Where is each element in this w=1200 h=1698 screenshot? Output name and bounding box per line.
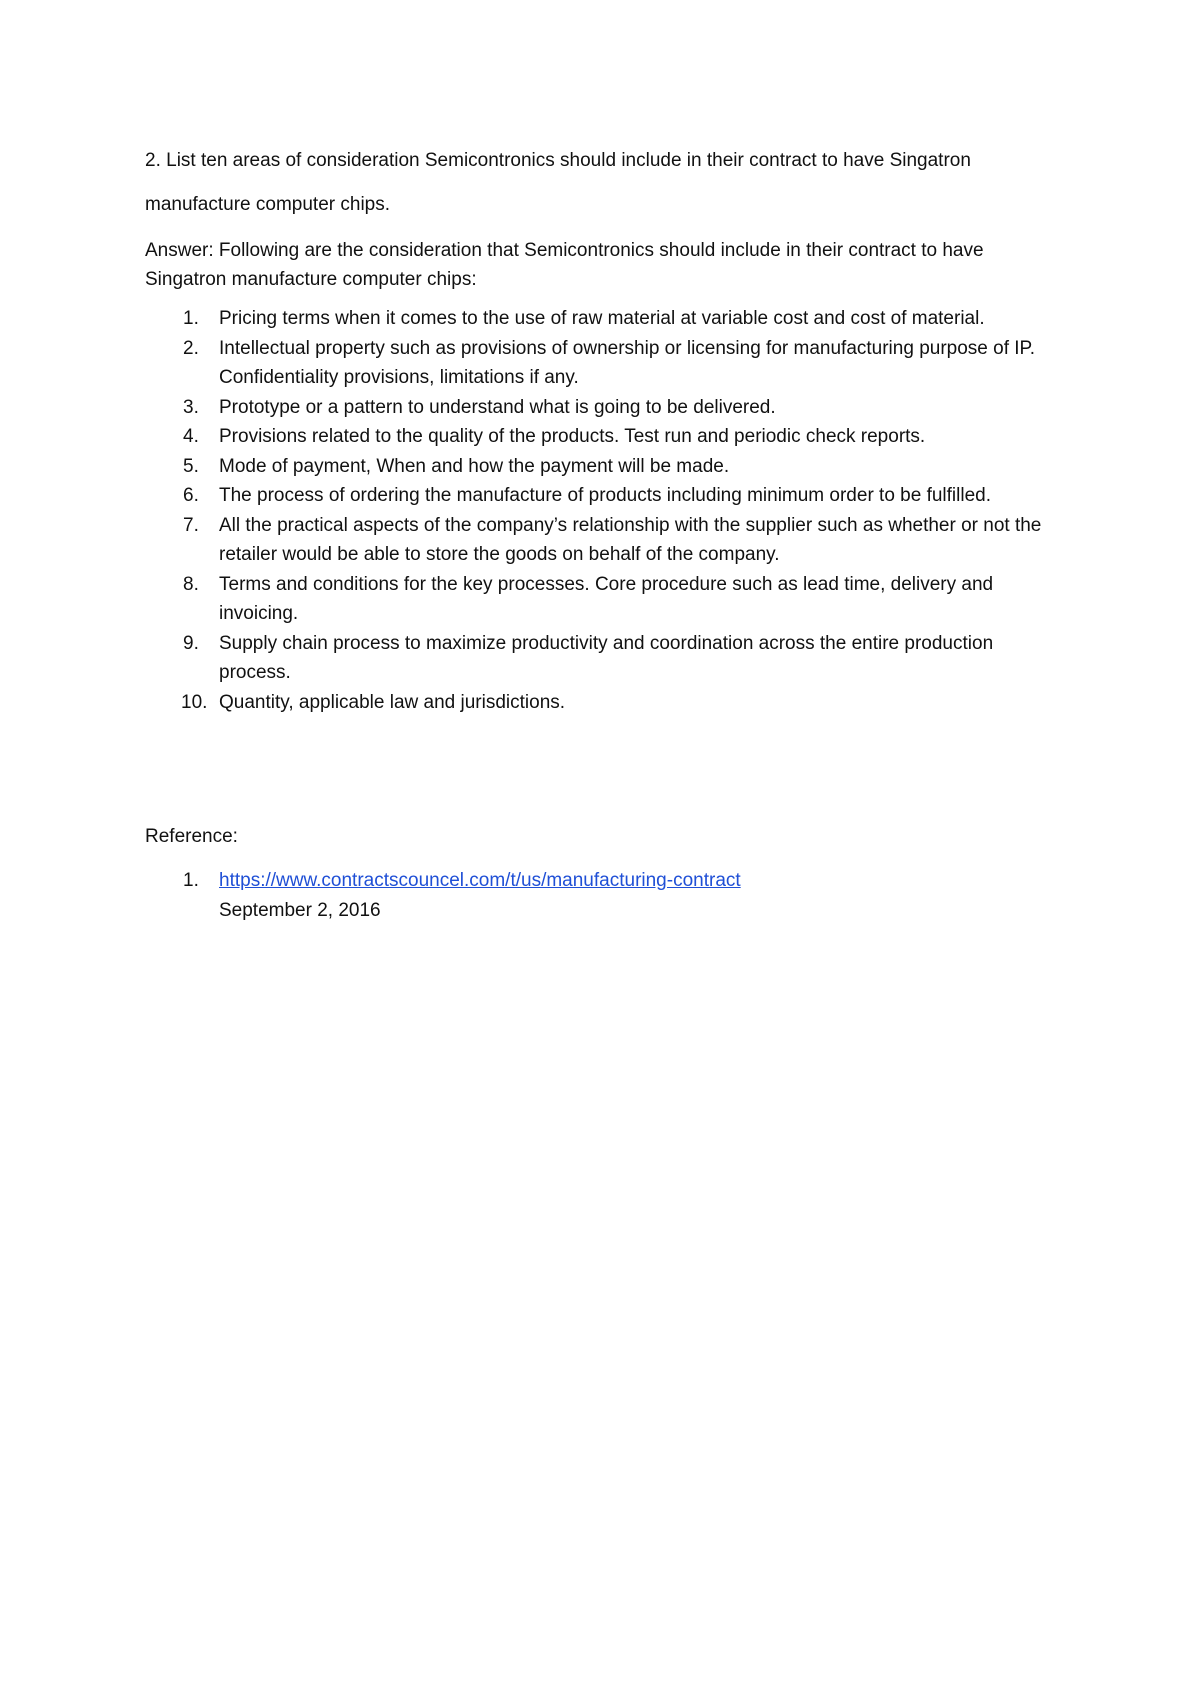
- list-item: [145, 304, 1065, 334]
- list-item-number: 3.: [183, 396, 199, 418]
- list-item: [145, 422, 1065, 452]
- list-item: [145, 452, 1065, 482]
- reference-heading: Reference:: [145, 826, 238, 847]
- reference-item-number: 1.: [183, 870, 199, 891]
- list-item-number: 4.: [183, 426, 199, 447]
- list-item: [145, 570, 1065, 629]
- document-body: [145, 146, 1065, 926]
- list-item-number: 7.: [183, 514, 199, 536]
- list-item-text: Intellectual property such as provisions of ownership or licensing for manufacturing purpose of IP. Confidentiality provisions, limitations if any.: [219, 337, 1036, 388]
- list-item-number: 1.: [183, 308, 199, 329]
- list-item-text: The process of ordering the manufacture of products including minimum order to be fulfilled.: [219, 485, 992, 506]
- list-item-number: 8.: [183, 573, 199, 595]
- list-item: [145, 481, 1065, 511]
- answer-intro: Answer: Following are the consideration that Semicontronics should include in their contract to have Singatron manufacture computer chips:: [145, 240, 984, 290]
- reference-item: [145, 866, 1065, 926]
- question-line-1: 2. List ten areas of consideration Semicontronics should include in their contract to have Singatron: [145, 150, 971, 171]
- list-item-number: 6.: [183, 485, 199, 506]
- question-line-2: manufacture computer chips.: [145, 194, 391, 215]
- list-item-text: Quantity, applicable law and jurisdictions.: [219, 691, 566, 713]
- reference-list: [145, 866, 1065, 926]
- list-item: [145, 334, 1065, 393]
- list-item-text: All the practical aspects of the company’s relationship with the supplier such as whether or not the retailer would be able to store the goods on behalf of the company.: [219, 514, 1042, 565]
- answer-list: [145, 304, 1065, 717]
- list-item-text: Provisions related to the quality of the products. Test run and periodic check reports.: [219, 426, 926, 447]
- list-item: [145, 511, 1065, 570]
- list-item-text: Pricing terms when it comes to the use of raw material at variable cost and cost of material.: [219, 308, 985, 329]
- list-item-number: 5.: [183, 455, 199, 477]
- list-item-number: 10.: [181, 691, 208, 713]
- list-item: [145, 629, 1065, 688]
- list-item-text: Supply chain process to maximize productivity and coordination across the entire production process.: [219, 632, 994, 683]
- list-item: [145, 688, 1065, 718]
- list-item-text: Terms and conditions for the key processes. Core procedure such as lead time, delivery and invoicing.: [219, 573, 994, 624]
- list-item-number: 2.: [183, 337, 199, 359]
- question-text: [145, 146, 1065, 220]
- list-item-number: 9.: [183, 632, 199, 654]
- list-item: [145, 393, 1065, 423]
- list-item-text: Prototype or a pattern to understand what is going to be delivered.: [219, 396, 776, 418]
- reference-date: September 2, 2016: [219, 900, 381, 921]
- reference-link[interactable]: https://www.contractscouncel.com/t/us/manufacturing-contract: [219, 870, 741, 891]
- list-item-text: Mode of payment, When and how the payment will be made.: [219, 455, 730, 477]
